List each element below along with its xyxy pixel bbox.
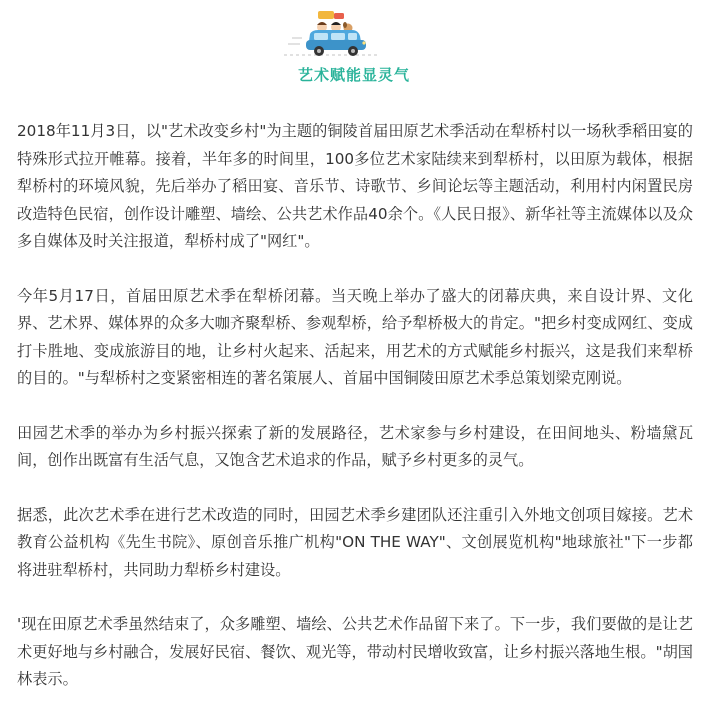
- article-body: [17, 118, 693, 721]
- article-paragraph: 今年5月17日，首届田原艺术季在犁桥闭幕。当天晚上举办了盛大的闭幕庆典，来自设计界、文化界、艺术界、媒体界的众多大咖齐聚犁桥、参观犁桥，给予犁桥极大的肯定。"把乡村变成网红、变成打卡胜地、变成旅游目的地，让乡村火起来、活起来，用艺术的方式赋能乡村振兴，这是我们来犁桥的目的。"与犁桥村之变紧密相连的著名策展人、首届中国铜陵田原艺术季总策划梁克刚说。: [17, 286, 693, 387]
- article-paragraph: 田园艺术季的举办为乡村振兴探索了新的发展路径，艺术家参与乡村建设，在田间地头、粉墙黛瓦间，创作出既富有生活气息，又饱含艺术追求的作品，赋予乡村更多的灵气。: [17, 423, 693, 469]
- section-title: 艺术赋能显灵气: [297, 66, 410, 84]
- article-paragraph: '现在田原艺术季虽然结束了，众多雕塑、墙绘、公共艺术作品留下来了。下一步，我们要做的是让艺术更好地与乡村融合，发展好民宿、餐饮、观光等，带动村民增收致富，让乡村振兴落地生根。"胡国林表示。: [17, 615, 693, 688]
- car-with-passengers-icon: [282, 8, 382, 60]
- article-paragraph: 2018年11月3日，以"艺术改变乡村"为主题的铜陵首届田原艺术季活动在犁桥村以一场秋季稻田宴的特殊形式拉开帷幕。接着，半年多的时间里，100多位艺术家陆续来到犁桥村，以田原为载体，根据犁桥村的环境风貌，先后举办了稻田宴、音乐节、诗歌节、乡间论坛等主题活动，利用村内闲置民房改造特色民宿，创作设计雕塑、墙绘、公共艺术作品40余个。《人民日报》、新华社等主流媒体以及众多自媒体及时关注报道，犁桥村成了"网红"。: [17, 122, 693, 250]
- article-header: [0, 0, 708, 100]
- article-paragraph: 据悉，此次艺术季在进行艺术改造的同时，田园艺术季乡建团队还注重引入外地文创项目嫁接。艺术教育公益机构《先生书院》、原创音乐推广机构"ON THE WAY"、文创展览机构"地球旅社"下一步都将进驻犁桥村，共同助力犁桥乡村建设。: [17, 505, 693, 579]
